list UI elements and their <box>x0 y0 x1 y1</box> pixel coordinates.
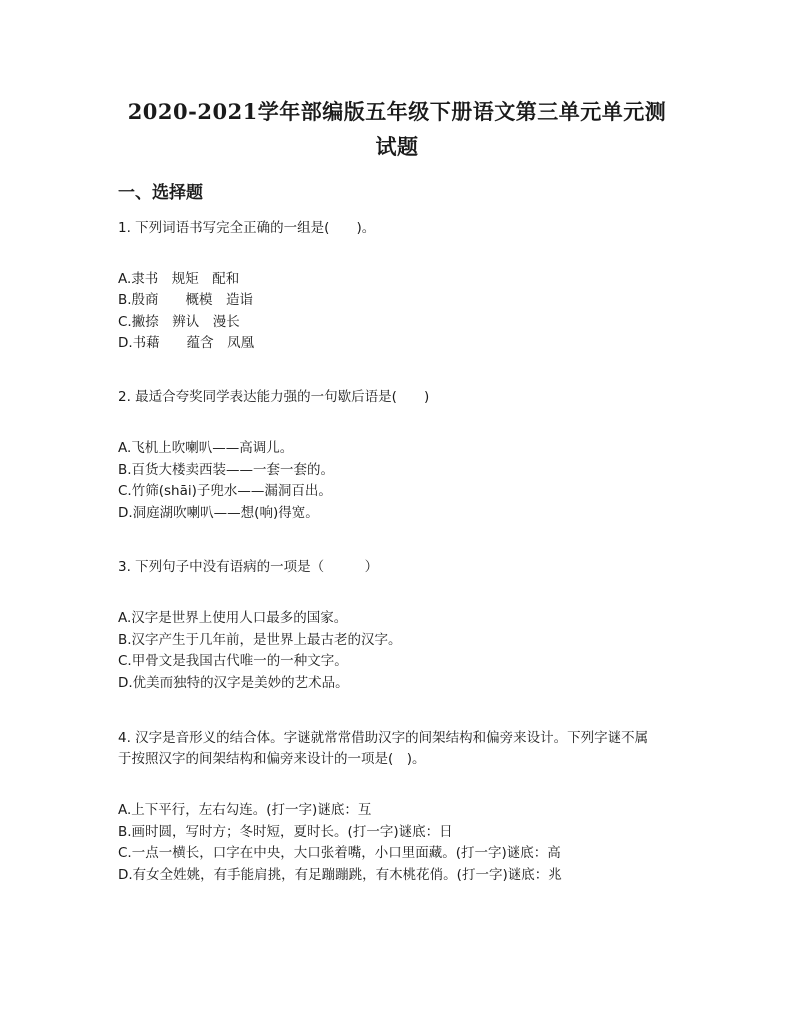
document-title-line-1: 2020-2021学年部编版五年级下册语文第三单元单元测 <box>127 99 667 124</box>
question-3-option-c: C.甲骨文是我国古代唯一的一种文字。 <box>118 653 348 669</box>
question-2-stem: 2. 最适合夸奖同学表达能力强的一句歇后语是( ) <box>118 389 430 405</box>
question-3-option-b: B.汉字产生于几年前，是世界上最古老的汉字。 <box>118 632 402 648</box>
question-4-option-c: C.一点一横长，口字在中央，大口张着嘴，小口里面藏。(打一字)谜底：高 <box>118 845 561 861</box>
question-4-stem-line-2: 于按照汉字的间架结构和偏旁来设计的一项是( )。 <box>118 751 426 767</box>
question-3-stem: 3. 下列句子中没有语病的一项是（ ） <box>118 559 379 575</box>
question-2-option-d: D.洞庭湖吹喇叭——想(响)得宽。 <box>118 505 319 521</box>
question-2-option-b: B.百货大楼卖西装——一套一套的。 <box>118 462 335 478</box>
question-4-option-d: D.有女全姓姚，有手能肩挑，有足蹦蹦跳，有木桃花俏。(打一字)谜底：兆 <box>118 867 562 883</box>
question-3-option-a: A.汉字是世界上使用人口最多的国家。 <box>118 610 348 626</box>
question-1-option-a: A.隶书 规矩 配和 <box>118 271 240 287</box>
question-1-option-b: B.殷商 概模 造诣 <box>118 292 254 308</box>
question-4-option-b: B.画时圆，写时方；冬时短，夏时长。(打一字)谜底：日 <box>118 824 453 840</box>
question-4-option-a: A.上下平行，左右勾连。(打一字)谜底：互 <box>118 802 372 818</box>
question-1-stem: 1. 下列词语书写完全正确的一组是( )。 <box>118 220 376 236</box>
section-heading: 一、选择题 <box>118 183 203 203</box>
question-4-stem-line-1: 4. 汉字是音形义的结合体。字谜就常常借助汉字的间架结构和偏旁来设计。下列字谜不属 <box>118 730 649 746</box>
question-1-option-c: C.撇捺 辨认 漫长 <box>118 314 240 330</box>
question-2-option-a: A.飞机上吹喇叭——高调儿。 <box>118 440 294 456</box>
document-title-line-2: 试题 <box>375 134 419 159</box>
question-1-option-d: D.书藉 蕴含 凤凰 <box>118 335 255 351</box>
question-2-option-c: C.竹筛(shāi)子兜水——漏洞百出。 <box>118 483 332 499</box>
question-3-option-d: D.优美而独特的汉字是美妙的艺术品。 <box>118 675 349 691</box>
